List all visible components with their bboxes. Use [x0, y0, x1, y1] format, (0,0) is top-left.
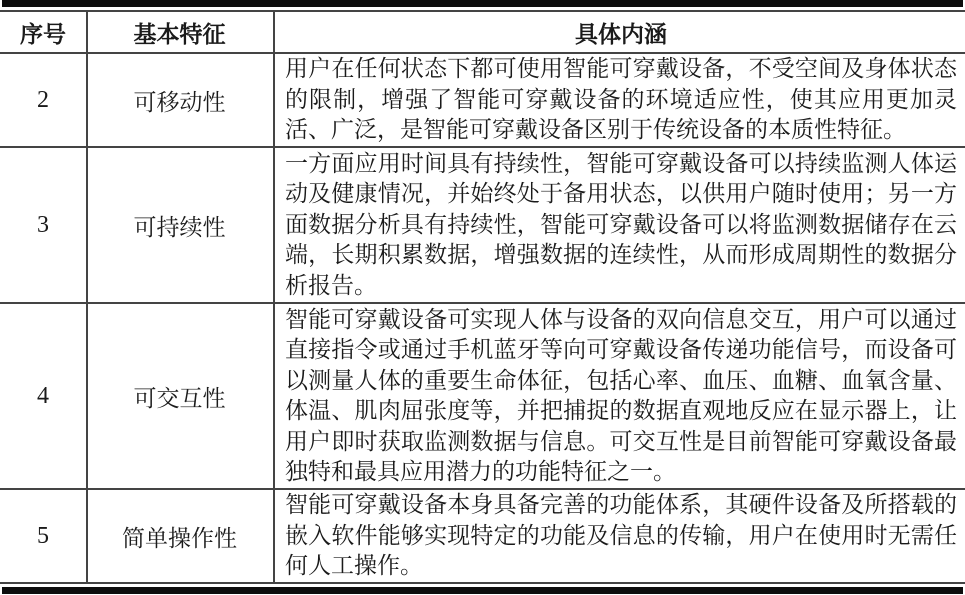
column-divider-2 — [273, 12, 275, 584]
detail-cell — [273, 304, 965, 488]
table-row-simple-operation — [0, 490, 965, 584]
feature-cell: 简单操作性 — [122, 525, 237, 551]
header-cell-number: 序号 — [20, 21, 66, 47]
feature-cell: 可移动性 — [133, 89, 226, 115]
features-table — [0, 10, 965, 584]
detail-text: 智能可穿戴设备本身具备完善的功能体系，其硬件设备及所搭载的嵌入软件能够实现特定的功能及信息的传输，用户在使用时无需任何人工操作。 — [285, 492, 957, 579]
detail-cell — [273, 148, 965, 302]
feature-cell: 可交互性 — [133, 385, 226, 411]
table-top-thick-border — [2, 0, 963, 7]
row-number-cell: 2 — [37, 86, 49, 113]
detail-cell — [273, 54, 965, 146]
table-bottom-thick-border — [2, 587, 963, 594]
detail-cell — [273, 490, 965, 582]
row-number-cell: 5 — [37, 522, 49, 549]
table-header-row — [0, 12, 965, 54]
table-row-interactivity — [0, 304, 965, 490]
row-number-cell: 4 — [37, 382, 49, 409]
table-row-mobility — [0, 54, 965, 148]
column-divider-1 — [86, 12, 88, 584]
header-cell-feature: 基本特征 — [133, 21, 226, 47]
table-row-sustainability — [0, 148, 965, 304]
detail-text: 智能可穿戴设备可实现人体与设备的双向信息交互，用户可以通过直接指令或通过手机蓝牙等向可穿戴设备传递功能信号，而设备可以测量人体的重要生命体征，包括心率、血压、血糖、血氧含量、体温、肌肉屈张度等，并把捕捉的数据直观地反应在显示器上，让用户即时获取监测数据与信息。可交互性是目前智能可穿戴设备最独特和最具应用潜力的功能特征之一。 — [285, 306, 957, 484]
detail-text: 用户在任何状态下都可使用智能可穿戴设备，不受空间及身体状态的限制，增强了智能可穿戴设备的环境适应性，使其应用更加灵活、广泛，是智能可穿戴设备区别于传统设备的本质性特征。 — [285, 56, 957, 143]
feature-cell: 可持续性 — [133, 214, 226, 240]
detail-text: 一方面应用时间具有持续性，智能可穿戴设备可以持续监测人体运动及健康情况，并始终处于备用状态，以供用户随时使用；另一方面数据分析具有持续性，智能可穿戴设备可以将监测数据储存在云端，长期积累数据，增强数据的连续性，从而形成周期性的数据分析报告。 — [285, 150, 957, 298]
header-cell-detail: 具体内涵 — [575, 21, 667, 47]
row-number-cell: 3 — [37, 211, 49, 238]
